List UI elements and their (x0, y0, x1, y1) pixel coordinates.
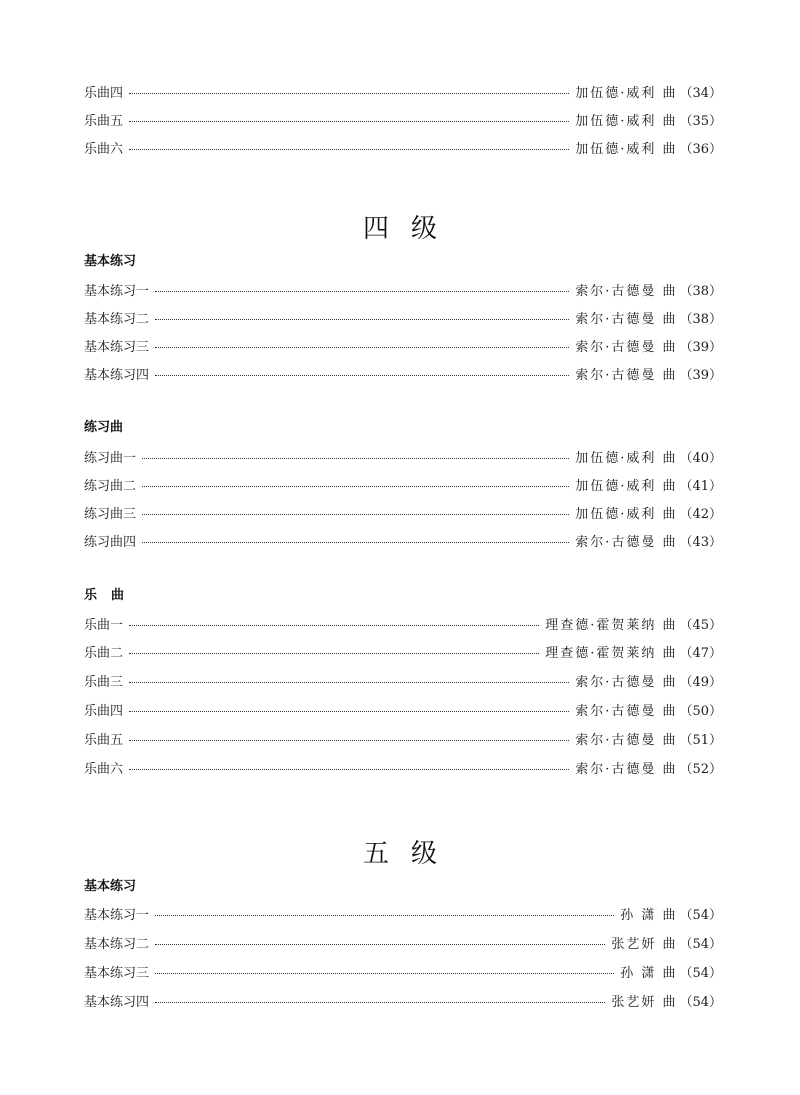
entry-page: （43） (679, 534, 722, 550)
dot-leader (129, 768, 569, 770)
toc-entry (84, 445, 722, 467)
entry-composer: 张艺妍 曲 (611, 936, 678, 952)
entry-title: 乐曲四 (84, 703, 124, 719)
entry-composer: 理查德·霍贺莱纳 曲 (545, 645, 678, 661)
entry-page: （38） (679, 283, 722, 299)
entry-composer: 索尔·古德曼 曲 (575, 703, 678, 719)
entry-composer: 索尔·古德曼 曲 (575, 732, 678, 748)
toc-entry (84, 989, 722, 1011)
entry-page: （54） (679, 994, 722, 1010)
entry-title: 练习曲二 (84, 478, 137, 494)
toc-entry (84, 931, 722, 953)
entry-page: （36） (679, 141, 722, 157)
toc-entry (84, 306, 722, 328)
dot-leader (155, 318, 569, 320)
entry-composer: 加伍德·威利 曲 (575, 478, 678, 494)
entry-composer: 张艺妍 曲 (611, 994, 678, 1010)
section-heading: 乐曲 (84, 588, 139, 603)
entry-page: （54） (679, 965, 722, 981)
entry-title: 基本练习一 (84, 283, 150, 299)
entry-title: 乐曲六 (84, 141, 124, 157)
toc-entry (84, 669, 722, 691)
entry-composer: 孙 潇 曲 (620, 965, 678, 981)
dot-leader (142, 541, 569, 543)
dot-leader (155, 972, 614, 974)
toc-entry (84, 698, 722, 720)
entry-title: 基本练习二 (84, 311, 150, 327)
level-heading: 四级 (362, 214, 459, 244)
toc-entry (84, 727, 722, 749)
toc-entry (84, 334, 722, 356)
entry-page: （54） (679, 936, 722, 952)
level-heading: 五级 (362, 839, 459, 869)
dot-leader (129, 148, 569, 150)
entry-title: 乐曲三 (84, 674, 124, 690)
entry-composer: 加伍德·威利 曲 (575, 85, 678, 101)
entry-title: 练习曲三 (84, 506, 137, 522)
toc-entry (84, 108, 722, 130)
entry-page: （51） (679, 732, 722, 748)
entry-composer: 索尔·古德曼 曲 (575, 534, 678, 550)
entry-composer: 索尔·古德曼 曲 (575, 761, 678, 777)
toc-entry (84, 902, 722, 924)
entry-title: 练习曲四 (84, 534, 137, 550)
dot-leader (155, 374, 569, 376)
entry-page: （41） (679, 478, 722, 494)
entry-page: （45） (679, 617, 722, 633)
dot-leader (129, 681, 569, 683)
entry-composer: 加伍德·威利 曲 (575, 450, 678, 466)
section-heading: 练习曲 (84, 420, 124, 435)
entry-title: 基本练习三 (84, 965, 150, 981)
dot-leader (142, 485, 569, 487)
toc-entry (84, 960, 722, 982)
toc-entry (84, 501, 722, 523)
entry-title: 基本练习四 (84, 367, 150, 383)
entry-page: （40） (679, 450, 722, 466)
entry-page: （52） (679, 761, 722, 777)
dot-leader (155, 290, 569, 292)
entry-composer: 索尔·古德曼 曲 (575, 339, 678, 355)
entry-title: 基本练习四 (84, 994, 150, 1010)
entry-composer: 加伍德·威利 曲 (575, 113, 678, 129)
entry-page: （54） (679, 907, 722, 923)
entry-composer: 索尔·古德曼 曲 (575, 283, 678, 299)
entry-title: 基本练习三 (84, 339, 150, 355)
entry-page: （42） (679, 506, 722, 522)
entry-page: （35） (679, 113, 722, 129)
entry-composer: 理查德·霍贺莱纳 曲 (545, 617, 678, 633)
entry-page: （38） (679, 311, 722, 327)
entry-composer: 索尔·古德曼 曲 (575, 367, 678, 383)
toc-entry (84, 612, 722, 634)
dot-leader (129, 92, 569, 94)
toc-entry (84, 529, 722, 551)
dot-leader (142, 457, 569, 459)
section-heading: 基本练习 (84, 254, 137, 269)
entry-title: 练习曲一 (84, 450, 137, 466)
toc-entry (84, 80, 722, 102)
entry-title: 乐曲二 (84, 645, 124, 661)
toc-entry (84, 362, 722, 384)
dot-leader (129, 652, 539, 654)
entry-composer: 孙 潇 曲 (620, 907, 678, 923)
entry-page: （50） (679, 703, 722, 719)
entry-title: 乐曲四 (84, 85, 124, 101)
entry-page: （49） (679, 674, 722, 690)
entry-page: （34） (679, 85, 722, 101)
dot-leader (142, 513, 569, 515)
toc-entry (84, 136, 722, 158)
entry-composer: 索尔·古德曼 曲 (575, 311, 678, 327)
dot-leader (129, 739, 569, 741)
dot-leader (155, 346, 569, 348)
dot-leader (155, 914, 614, 916)
entry-title: 乐曲六 (84, 761, 124, 777)
entry-title: 基本练习一 (84, 907, 150, 923)
toc-entry (84, 278, 722, 300)
entry-title: 基本练习二 (84, 936, 150, 952)
entry-title: 乐曲五 (84, 732, 124, 748)
entry-composer: 加伍德·威利 曲 (575, 506, 678, 522)
dot-leader (129, 120, 569, 122)
entry-composer: 索尔·古德曼 曲 (575, 674, 678, 690)
toc-entry (84, 473, 722, 495)
entry-page: （47） (679, 645, 722, 661)
entry-composer: 加伍德·威利 曲 (575, 141, 678, 157)
entry-title: 乐曲五 (84, 113, 124, 129)
section-heading: 基本练习 (84, 879, 137, 894)
entry-page: （39） (679, 367, 722, 383)
dot-leader (155, 943, 605, 945)
dot-leader (155, 1001, 605, 1003)
entry-title: 乐曲一 (84, 617, 124, 633)
entry-page: （39） (679, 339, 722, 355)
dot-leader (129, 710, 569, 712)
dot-leader (129, 624, 539, 626)
toc-entry (84, 640, 722, 662)
toc-entry (84, 756, 722, 778)
